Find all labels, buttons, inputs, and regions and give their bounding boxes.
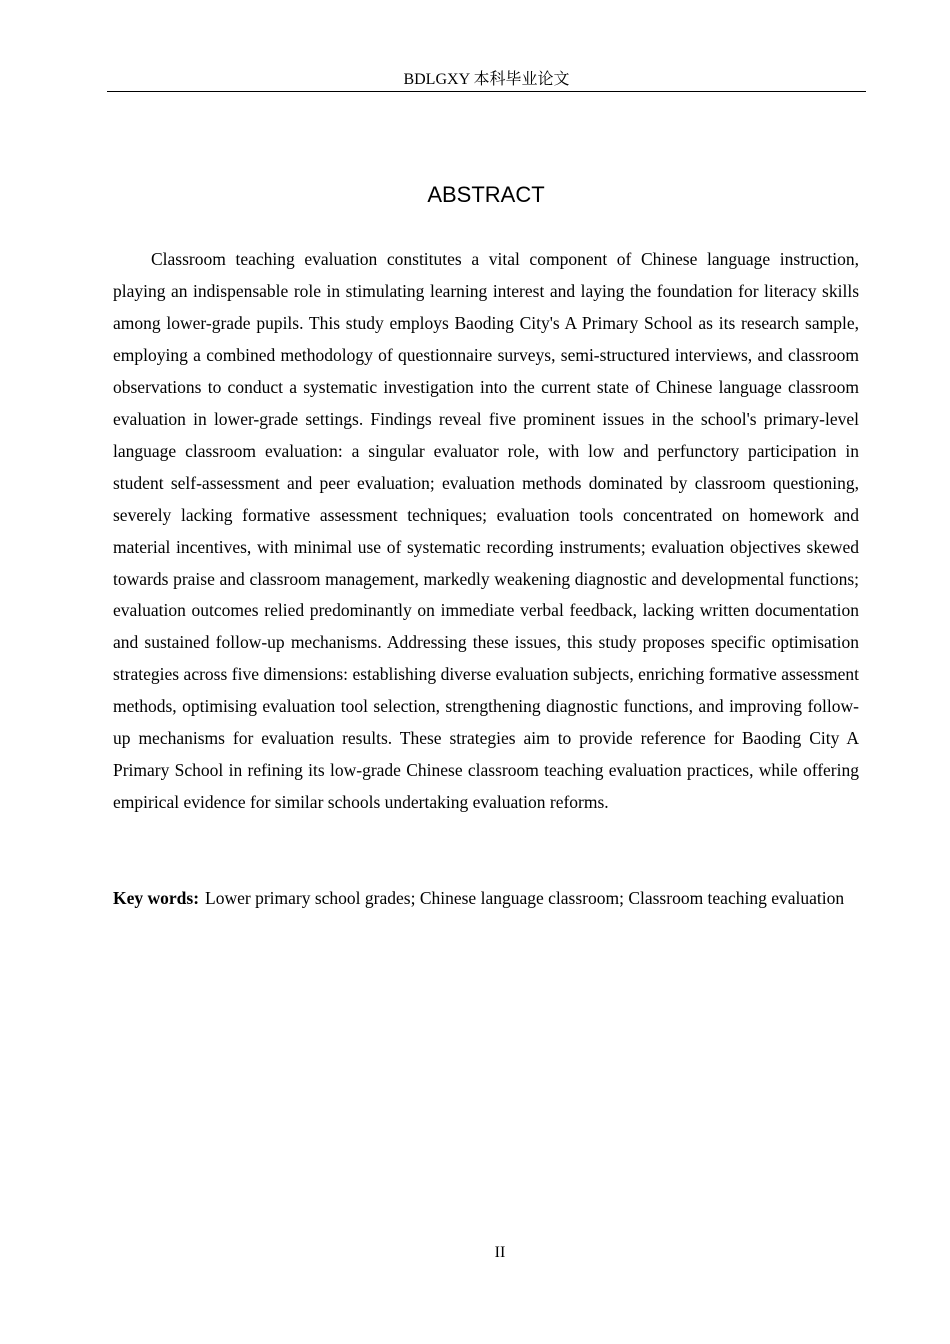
- keywords: [113, 883, 859, 915]
- abstract-title: ABSTRACT: [427, 182, 545, 207]
- page-number: II: [494, 1244, 506, 1261]
- running-header: BDLGXY 本科毕业论文: [107, 70, 866, 92]
- abstract-body: Classroom teaching evaluation constitutes a vital component of Chinese language instruction, playing an indispensable role in stimulating learning interest and laying the foundation for literacy skills among lower-grade pupils. This study employs Baoding City's A Primary School as its research sample, employing a combined methodology of questionnaire surveys, semi-structured interviews, and classroom observations to conduct a systematic investigation into the current state of Chinese language classroom evaluation in lower-grade settings. Findings reveal five prominent issues in the school's primary-level language classroom evaluation: a singular evaluator role, with low and perfunctory participation in student self-assessment and peer evaluation; evaluation methods dominated by classroom questioning, severely lacking formative assessment techniques; evaluation tools concentrated on homework and material incentives, with minimal use of systematic recording instruments; evaluation objectives skewed towards praise and classroom management, markedly weakening diagnostic and developmental functions; evaluation outcomes relied predominantly on immediate verbal feedback, lacking written documentation and sustained follow-up mechanisms. Addressing these issues, this study proposes specific optimisation strategies across five dimensions: establishing diverse evaluation subjects, enriching formative assessment methods, optimising evaluation tool selection, strengthening diagnostic functions, and improving follow-up mechanisms for evaluation results. These strategies aim to provide reference for Baoding City A Primary School in refining its low-grade Chinese classroom teaching evaluation practices, while offering empirical evidence for similar schools undertaking evaluation reforms.: [113, 249, 859, 813]
- keywords-text: Lower primary school grades; Chinese language classroom; Classroom teaching evaluation: [205, 888, 845, 908]
- keywords-label: Key words:: [113, 888, 200, 908]
